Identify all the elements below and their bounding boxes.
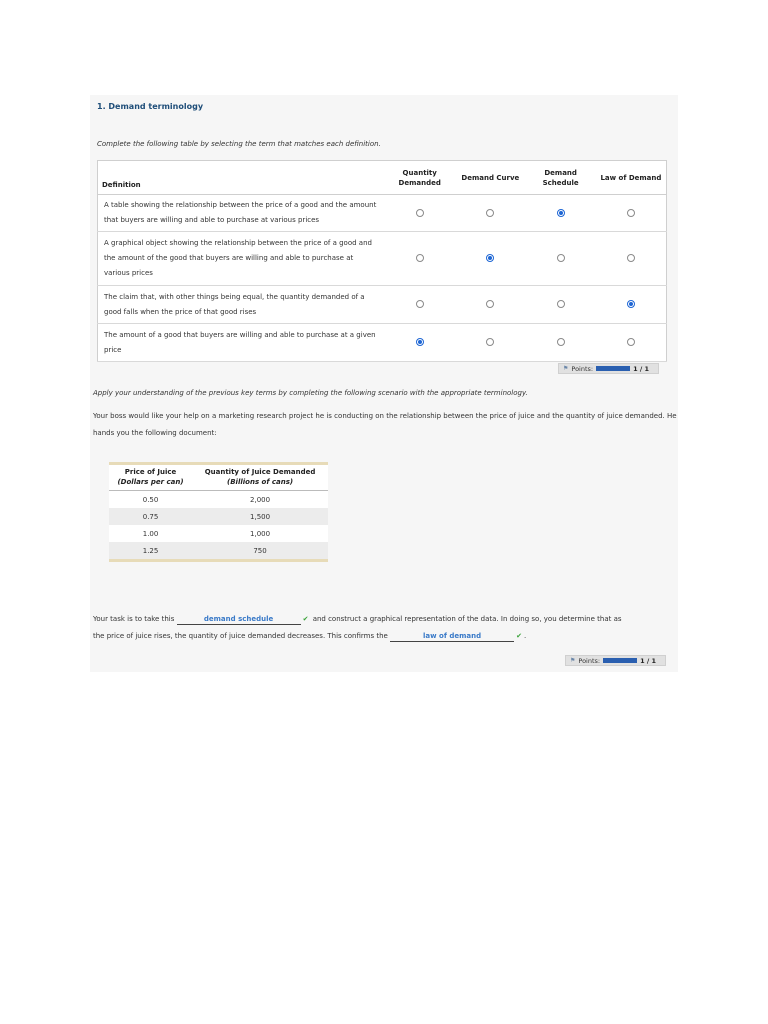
flag-icon: ⚑	[563, 365, 569, 372]
radio-button-selected[interactable]	[557, 209, 565, 217]
task-text-part1: Your task is to take this	[93, 615, 175, 623]
check-icon: ✔	[302, 615, 309, 623]
terminology-table	[97, 160, 667, 362]
table-row	[109, 508, 328, 525]
radio-button[interactable]	[416, 300, 424, 308]
instruction-text: Complete the following table by selecting the term that matches each definition.	[97, 140, 381, 148]
table-row	[109, 525, 328, 542]
quantity-cell: 750	[192, 542, 328, 561]
radio-button[interactable]	[627, 254, 635, 262]
radio-button[interactable]	[416, 209, 424, 217]
juice-demand-table	[109, 462, 328, 562]
table-row	[109, 542, 328, 561]
answer-blank-1[interactable]: demand schedule	[177, 614, 301, 625]
radio-button[interactable]	[486, 300, 494, 308]
option-header-demand-curve: Demand Curve	[455, 161, 525, 195]
radio-button[interactable]	[627, 338, 635, 346]
price-cell: 0.75	[109, 508, 192, 525]
definition-cell: The amount of a good that buyers are willing and able to purchase at a given price	[98, 324, 385, 362]
option-header-law-of-demand: Law of Demand	[596, 161, 667, 195]
flag-icon: ⚑	[570, 657, 576, 664]
radio-button-selected[interactable]	[486, 254, 494, 262]
definition-cell: A table showing the relationship between the price of a good and the amount that buyers are willing and able to purchase at various prices	[98, 195, 385, 232]
price-units: (Dollars per can)	[109, 477, 192, 491]
terminology-header-row	[98, 161, 667, 195]
radio-button[interactable]	[557, 338, 565, 346]
answer-blank-2[interactable]: law of demand	[390, 631, 514, 642]
radio-button-selected[interactable]	[627, 300, 635, 308]
quantity-cell: 1,000	[250, 529, 271, 538]
table-row	[98, 195, 667, 232]
apply-instruction: Apply your understanding of the previous key terms by completing the following scenario with the appropriate terminology.	[93, 389, 528, 397]
radio-button[interactable]	[486, 209, 494, 217]
points-label: Points:	[578, 656, 601, 665]
question-title: 1. Demand terminology	[97, 102, 204, 111]
radio-button[interactable]	[627, 209, 635, 217]
price-cell: 1.00	[142, 529, 159, 538]
radio-button[interactable]	[557, 300, 565, 308]
points-score: 1 / 1	[633, 364, 650, 373]
table-row	[98, 232, 667, 286]
table-row	[109, 491, 328, 509]
option-header-quantity-demanded: Quantity Demanded	[384, 161, 455, 195]
definition-header: Definition	[98, 161, 385, 195]
task-text-part2: and construct a graphical representation of the data. In doing so, you determine that as	[312, 615, 622, 623]
check-icon: ✔	[516, 632, 522, 640]
task-text-part3: the price of juice rises, the quantity of juice demanded decreases. This confirms the	[93, 632, 388, 640]
quantity-units: (Billions of cans)	[192, 477, 328, 491]
quantity-column-header: Quantity of Juice Demanded	[204, 468, 316, 476]
quantity-cell: 1,500	[192, 508, 328, 525]
table-row	[98, 286, 667, 324]
task-text-part4: .	[523, 632, 527, 640]
option-header-demand-schedule: Demand Schedule	[525, 161, 595, 195]
definition-cell: A graphical object showing the relationship between the price of a good and the amount of the good that buyers are willing and able to purchase at various prices	[98, 232, 385, 286]
price-column-header: Price of Juice	[124, 468, 177, 476]
points-progress-bar	[603, 658, 637, 663]
radio-button-selected[interactable]	[416, 338, 424, 346]
quantity-cell: 2,000	[250, 495, 271, 504]
task-text	[93, 611, 683, 645]
price-cell: 0.50	[142, 495, 159, 504]
table-row	[98, 324, 667, 362]
points-indicator	[565, 655, 666, 666]
points-label: Points:	[571, 364, 594, 373]
points-indicator	[558, 363, 659, 374]
price-cell: 1.25	[109, 542, 192, 561]
radio-button[interactable]	[557, 254, 565, 262]
definition-cell: The claim that, with other things being equal, the quantity demanded of a good falls when the price of that good rises	[98, 286, 385, 324]
radio-button[interactable]	[416, 254, 424, 262]
points-score: 1 / 1	[640, 656, 657, 665]
scenario-text: Your boss would like your help on a marketing research project he is conducting on the relationship between the price of juice and the quantity of juice demanded. He hands you the following document:	[93, 412, 677, 437]
points-progress-bar	[596, 366, 630, 371]
radio-button[interactable]	[486, 338, 494, 346]
